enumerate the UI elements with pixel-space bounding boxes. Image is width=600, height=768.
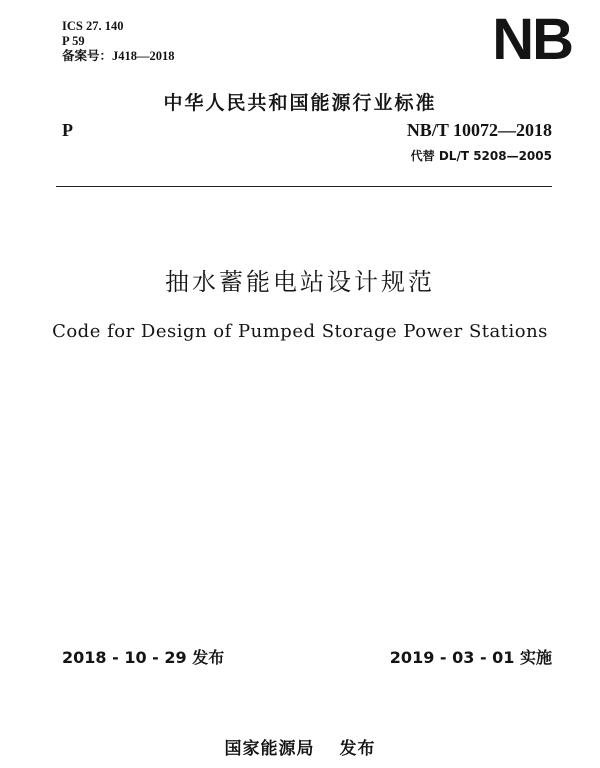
ics-code: ICS 27. 140 — [62, 19, 124, 33]
standard-number: NB/T 10072—2018 — [406, 120, 552, 140]
effective-date: 2019 - 03 - 01 实施 — [389, 648, 552, 667]
document-title-english: Code for Design of Pumped Storage Power Stations — [52, 321, 548, 342]
nb-logo: NB — [492, 7, 572, 72]
standard-category-title: 中华人民共和国能源行业标准 — [163, 92, 437, 114]
document-title-chinese: 抽水蓄能电站设计规范 — [165, 268, 435, 296]
classification-code: P 59 — [62, 34, 85, 48]
issue-date: 2018 - 10 - 29 发布 — [62, 648, 225, 667]
publisher: 国家能源局 发布 — [224, 739, 376, 759]
filing-number: 备案号：J418—2018 — [62, 49, 175, 63]
class-letter: P — [62, 120, 73, 140]
replaces-standard: 代替 DL/T 5208—2005 — [410, 149, 552, 163]
header-divider — [56, 186, 552, 187]
